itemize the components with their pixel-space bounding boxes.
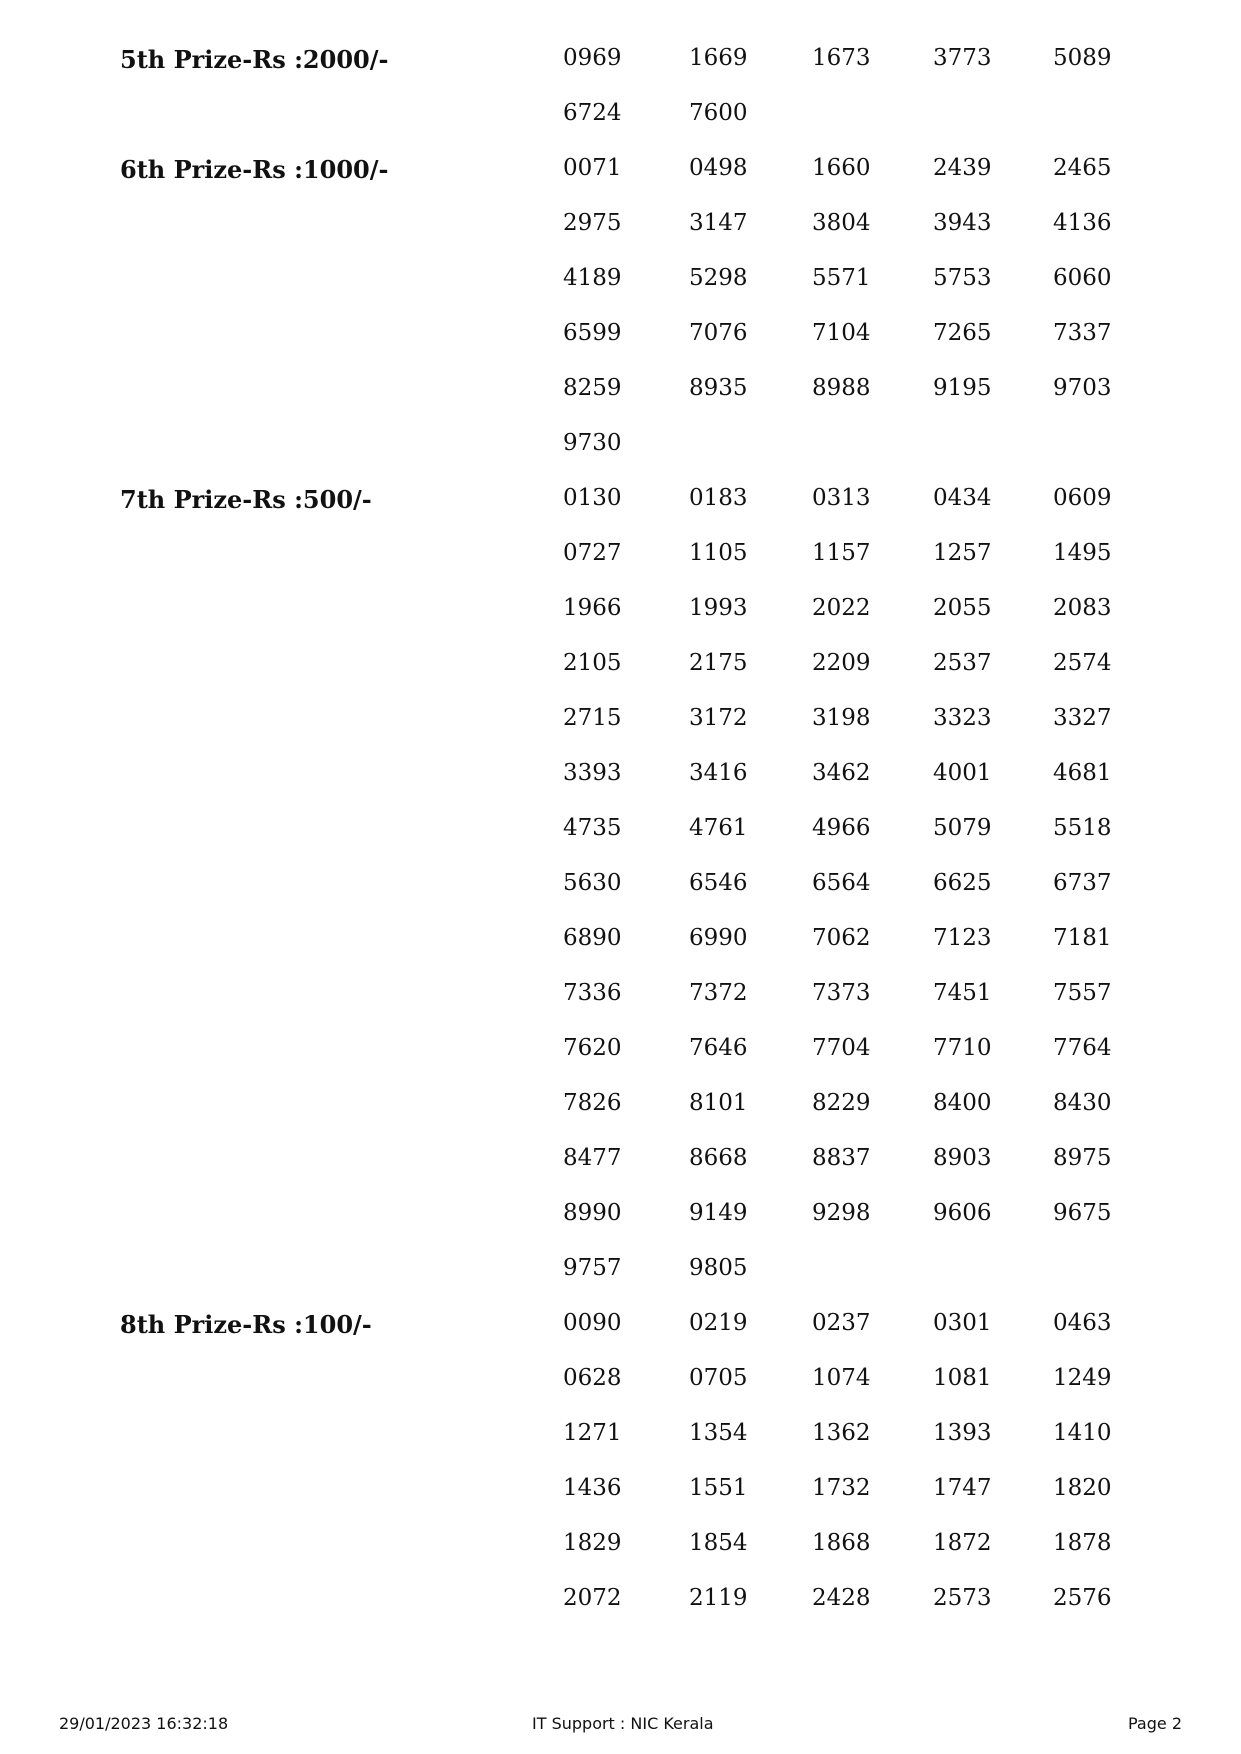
winning-number: 2119 — [689, 1585, 748, 1611]
winning-number: 0313 — [812, 485, 871, 511]
winning-number: 2576 — [1053, 1585, 1112, 1611]
prize-row — [0, 88, 1241, 143]
winning-number: 2055 — [933, 595, 992, 621]
winning-number: 1249 — [1053, 1365, 1112, 1391]
winning-number: 1878 — [1053, 1530, 1112, 1556]
prize-row — [0, 858, 1241, 913]
winning-number: 7062 — [812, 925, 871, 951]
winning-number: 1495 — [1053, 540, 1112, 566]
winning-number: 0498 — [689, 155, 748, 181]
winning-number: 0130 — [563, 485, 622, 511]
winning-number: 8975 — [1053, 1145, 1112, 1171]
winning-number: 0237 — [812, 1310, 871, 1336]
winning-number: 9730 — [563, 430, 622, 456]
winning-number: 1829 — [563, 1530, 622, 1556]
winning-number: 7451 — [933, 980, 992, 1006]
winning-number: 1105 — [689, 540, 748, 566]
winning-number: 3416 — [689, 760, 748, 786]
prize-row — [0, 913, 1241, 968]
page-footer — [0, 1714, 1241, 1738]
winning-number: 8477 — [563, 1145, 622, 1171]
winning-number: 6737 — [1053, 870, 1112, 896]
footer-page-number: Page 2 — [1128, 1714, 1182, 1733]
winning-number: 2209 — [812, 650, 871, 676]
winning-number: 1436 — [563, 1475, 622, 1501]
prize-row — [0, 363, 1241, 418]
winning-number: 0727 — [563, 540, 622, 566]
winning-number: 6890 — [563, 925, 622, 951]
winning-number: 7104 — [812, 320, 871, 346]
winning-number: 1393 — [933, 1420, 992, 1446]
winning-number: 9757 — [563, 1255, 622, 1281]
prize-row — [0, 33, 1241, 88]
winning-number: 8990 — [563, 1200, 622, 1226]
winning-number: 0434 — [933, 485, 992, 511]
winning-number: 8903 — [933, 1145, 992, 1171]
winning-number: 2428 — [812, 1585, 871, 1611]
winning-number: 1872 — [933, 1530, 992, 1556]
winning-number: 8430 — [1053, 1090, 1112, 1116]
winning-number: 1673 — [812, 45, 871, 71]
winning-number: 1551 — [689, 1475, 748, 1501]
prize-row — [0, 1408, 1241, 1463]
winning-number: 8988 — [812, 375, 871, 401]
winning-number: 9805 — [689, 1255, 748, 1281]
winning-number: 2083 — [1053, 595, 1112, 621]
winning-number: 7646 — [689, 1035, 748, 1061]
winning-number: 7620 — [563, 1035, 622, 1061]
prize-row — [0, 1243, 1241, 1298]
winning-number: 6564 — [812, 870, 871, 896]
winning-number: 9149 — [689, 1200, 748, 1226]
winning-number: 0969 — [563, 45, 622, 71]
winning-number: 1747 — [933, 1475, 992, 1501]
winning-number: 6990 — [689, 925, 748, 951]
winning-number: 0463 — [1053, 1310, 1112, 1336]
winning-number: 3393 — [563, 760, 622, 786]
winning-number: 1966 — [563, 595, 622, 621]
winning-number: 7710 — [933, 1035, 992, 1061]
winning-number: 7265 — [933, 320, 992, 346]
winning-number: 2175 — [689, 650, 748, 676]
winning-number: 1271 — [563, 1420, 622, 1446]
footer-support-text: IT Support : NIC Kerala — [532, 1714, 714, 1733]
winning-number: 4189 — [563, 265, 622, 291]
winning-number: 8668 — [689, 1145, 748, 1171]
winning-number: 4136 — [1053, 210, 1112, 236]
winning-number: 6625 — [933, 870, 992, 896]
winning-number: 2022 — [812, 595, 871, 621]
prize-label: 6th Prize-Rs :1000/- — [120, 155, 389, 184]
winning-number: 2072 — [563, 1585, 622, 1611]
winning-number: 1854 — [689, 1530, 748, 1556]
winning-number: 0628 — [563, 1365, 622, 1391]
winning-number: 3773 — [933, 45, 992, 71]
winning-number: 1732 — [812, 1475, 871, 1501]
winning-number: 8400 — [933, 1090, 992, 1116]
winning-number: 3147 — [689, 210, 748, 236]
prize-row — [0, 803, 1241, 858]
winning-number: 5571 — [812, 265, 871, 291]
winning-number: 9675 — [1053, 1200, 1112, 1226]
winning-number: 3462 — [812, 760, 871, 786]
prize-row — [0, 143, 1241, 198]
winning-number: 7826 — [563, 1090, 622, 1116]
winning-number: 4966 — [812, 815, 871, 841]
prize-row — [0, 1353, 1241, 1408]
winning-number: 8837 — [812, 1145, 871, 1171]
winning-number: 3323 — [933, 705, 992, 731]
winning-number: 0609 — [1053, 485, 1112, 511]
prize-row — [0, 1463, 1241, 1518]
winning-number: 1868 — [812, 1530, 871, 1556]
prize-row — [0, 473, 1241, 528]
prize-row — [0, 1188, 1241, 1243]
winning-number: 2439 — [933, 155, 992, 181]
winning-number: 5518 — [1053, 815, 1112, 841]
winning-number: 1820 — [1053, 1475, 1112, 1501]
prize-row — [0, 968, 1241, 1023]
prize-label: 5th Prize-Rs :2000/- — [120, 45, 389, 74]
winning-number: 3804 — [812, 210, 871, 236]
prize-row — [0, 638, 1241, 693]
prize-row — [0, 528, 1241, 583]
winning-number: 8935 — [689, 375, 748, 401]
winning-number: 5089 — [1053, 45, 1112, 71]
winning-number: 2465 — [1053, 155, 1112, 181]
prize-label: 7th Prize-Rs :500/- — [120, 485, 372, 514]
winning-number: 2105 — [563, 650, 622, 676]
prize-row — [0, 1298, 1241, 1353]
winning-number: 2715 — [563, 705, 622, 731]
winning-number: 4681 — [1053, 760, 1112, 786]
winning-number: 0705 — [689, 1365, 748, 1391]
winning-number: 0219 — [689, 1310, 748, 1336]
winning-number: 7181 — [1053, 925, 1112, 951]
footer-datetime: 29/01/2023 16:32:18 — [59, 1714, 229, 1733]
winning-number: 8229 — [812, 1090, 871, 1116]
prize-row — [0, 748, 1241, 803]
winning-number: 5630 — [563, 870, 622, 896]
winning-number: 9606 — [933, 1200, 992, 1226]
winning-number: 1660 — [812, 155, 871, 181]
prize-row — [0, 308, 1241, 363]
winning-number: 6724 — [563, 100, 622, 126]
winning-number: 2975 — [563, 210, 622, 236]
winning-number: 1669 — [689, 45, 748, 71]
prize-row — [0, 418, 1241, 473]
winning-number: 4001 — [933, 760, 992, 786]
winning-number: 4735 — [563, 815, 622, 841]
winning-number: 7336 — [563, 980, 622, 1006]
prize-row — [0, 1133, 1241, 1188]
winning-number: 1993 — [689, 595, 748, 621]
winning-number: 6599 — [563, 320, 622, 346]
prize-label: 8th Prize-Rs :100/- — [120, 1310, 372, 1339]
winning-number: 3172 — [689, 705, 748, 731]
winning-number: 7076 — [689, 320, 748, 346]
winning-number: 1157 — [812, 540, 871, 566]
winning-number: 5079 — [933, 815, 992, 841]
winning-number: 1074 — [812, 1365, 871, 1391]
prize-row — [0, 1023, 1241, 1078]
winning-number: 2537 — [933, 650, 992, 676]
winning-number: 1410 — [1053, 1420, 1112, 1446]
prize-row — [0, 253, 1241, 308]
prize-row — [0, 1573, 1241, 1628]
winning-number: 8101 — [689, 1090, 748, 1116]
prize-row — [0, 198, 1241, 253]
winning-number: 9298 — [812, 1200, 871, 1226]
winning-number: 4761 — [689, 815, 748, 841]
winning-number: 2573 — [933, 1585, 992, 1611]
winning-number: 5753 — [933, 265, 992, 291]
winning-number: 7764 — [1053, 1035, 1112, 1061]
winning-number: 5298 — [689, 265, 748, 291]
winning-number: 6546 — [689, 870, 748, 896]
winning-number: 3198 — [812, 705, 871, 731]
winning-number: 3327 — [1053, 705, 1112, 731]
winning-number: 0071 — [563, 155, 622, 181]
winning-number: 7600 — [689, 100, 748, 126]
winning-number: 6060 — [1053, 265, 1112, 291]
winning-number: 7373 — [812, 980, 871, 1006]
winning-number: 7557 — [1053, 980, 1112, 1006]
winning-number: 0301 — [933, 1310, 992, 1336]
winning-number: 3943 — [933, 210, 992, 236]
winning-number: 0090 — [563, 1310, 622, 1336]
prize-row — [0, 1078, 1241, 1133]
winning-number: 0183 — [689, 485, 748, 511]
prize-row — [0, 1518, 1241, 1573]
winning-number: 1354 — [689, 1420, 748, 1446]
winning-number: 9195 — [933, 375, 992, 401]
winning-number: 7372 — [689, 980, 748, 1006]
winning-number: 1257 — [933, 540, 992, 566]
winning-number: 1081 — [933, 1365, 992, 1391]
winning-number: 8259 — [563, 375, 622, 401]
prize-row — [0, 693, 1241, 748]
winning-number: 1362 — [812, 1420, 871, 1446]
prize-row — [0, 583, 1241, 638]
winning-number: 2574 — [1053, 650, 1112, 676]
winning-number: 7704 — [812, 1035, 871, 1061]
winning-number: 9703 — [1053, 375, 1112, 401]
winning-number: 7123 — [933, 925, 992, 951]
winning-number: 7337 — [1053, 320, 1112, 346]
